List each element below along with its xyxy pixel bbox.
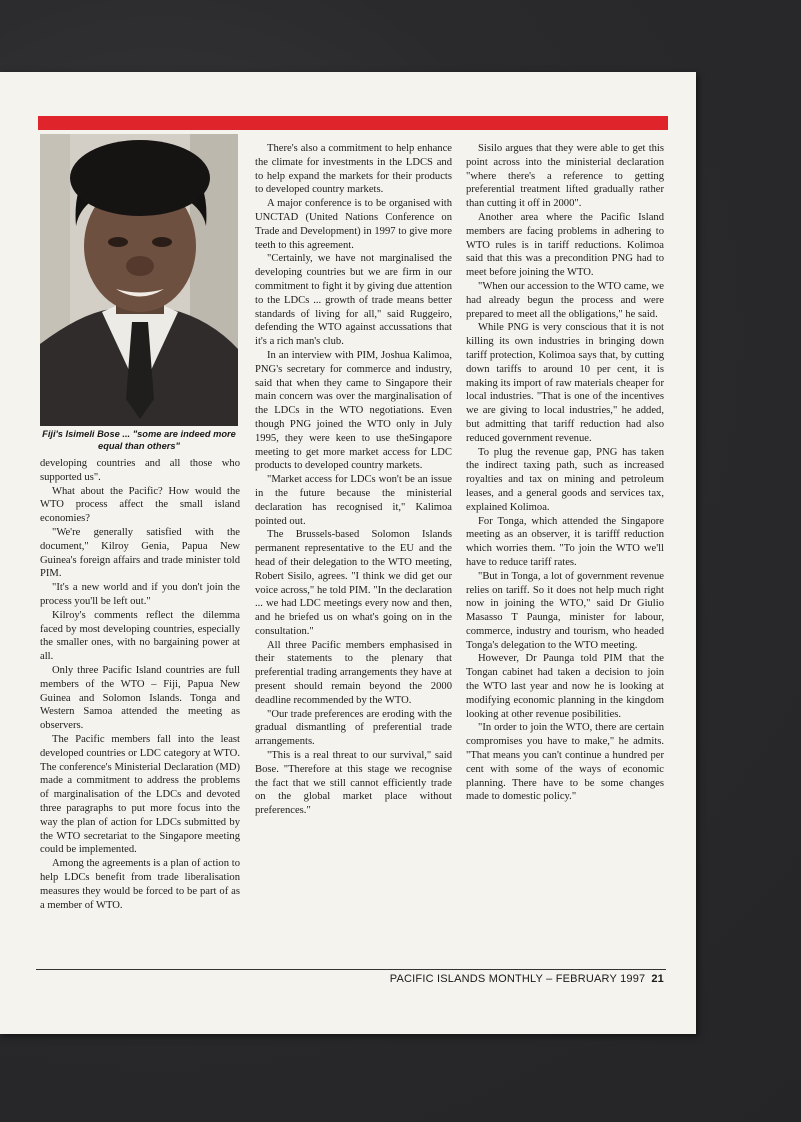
paragraph: What about the Pacific? How would the WTO process affect the small island economies? <box>40 485 240 525</box>
paragraph: "Our trade preferences are eroding with the gradual dismantling of preferential trade arrangements. <box>255 708 452 748</box>
portrait-photo <box>40 134 238 426</box>
paragraph: In an interview with PIM, Joshua Kalimoa, PNG's secretary for commerce and industry, said that when they came to Singapore their main concern was over the marginalisation of the LDCs in the WTO negotiations. Even though PNG joined the WTO only in July 1995, they were keen to use theSingapore meeting to get more market access for LDC products to developed country markets. <box>255 349 452 472</box>
paragraph: "It's a new world and if you don't join the process you'll be left out." <box>40 582 240 607</box>
page-footer <box>390 973 664 985</box>
article-column-1 <box>40 457 240 912</box>
paragraph: The Pacific members fall into the least developed countries or LDC category at WTO. The conference's Ministerial Declaration (MD) made a commitment to address the problems of marginalisation of the LDCs and devoted three paragraphs to put more focus into the way the plan of action for LDCs submitted by the WTO secretariat to the Singapore meeting could be implemented. <box>40 733 240 856</box>
page-number: 21 <box>651 973 664 985</box>
magazine-page <box>0 72 696 1034</box>
red-header-bar <box>38 116 668 130</box>
article-column-2 <box>255 142 452 818</box>
paragraph: "When our accession to the WTO came, we had already begun the process and were prepared to meet all the obligations," he said. <box>466 280 664 320</box>
paragraph: "We're generally satisfied with the document," Kilroy Genia, Papua New Guinea's foreign affairs and trade minister told PIM. <box>40 526 240 580</box>
paragraph: developing countries and all those who supported us". <box>40 458 240 483</box>
paragraph: All three Pacific members emphasised in their statements to the plenary that preferential trading arrangements they have at present should remain beyond the 2000 deadline recommended by the WTO. <box>255 639 452 706</box>
paragraph: Kilroy's comments reflect the dilemma faced by most developing countries, especially the smaller ones, with no bargaining power at all. <box>40 609 240 663</box>
paragraph: For Tonga, which attended the Singapore meeting as an observer, it is tarifff reduction which worries them. "To join the WTO we'll have to reduce tariff rates. <box>466 515 664 568</box>
paragraph: The Brussels-based Solomon Islands permanent representative to the EU and the head of their delegation to the WTO meeting, Robert Sisilo, agrees. "I think we did get our voice across," he told PIM. "In the declaration ... we had LDC meetings every now and then, and he briefed us on what's going on in the consultation." <box>255 529 452 637</box>
paragraph: There's also a commitment to help enhance the climate for investments in the LDCS and to help expand the markets for their products to developed country markets. <box>255 143 452 196</box>
paragraph: While PNG is very conscious that it is not killing its own industries in bringing down tariff protection, Kolimoa says that, by cutting down tariffs to around 10 per cent, it is making its import of raw materials cheaper for local industries. "That is one of the incentives we are giving to local industries," he added, but admitting that tariff reduction had also reduced government revenue. <box>466 322 664 444</box>
paragraph: Sisilo argues that they were able to get this point across into the ministerial declaration "where there's a reference to getting preferential treatment lifted gradually rather than cutting it off in 2000". <box>466 143 664 210</box>
paragraph: "Certainly, we have not marginalised the developing countries but we are firm in our commitment to fight it by giving due attention to the LDCs ... growth of trade means better standards of living for all," said Ruggeiro, defending the WTO against accussations that it's a rich man's club. <box>255 253 452 348</box>
paragraph: However, Dr Paunga told PIM that the Tongan cabinet had taken a decision to join the WTO last year and now he is looking at modifying economic planning in the kingdom looking at other revenue posibilities. <box>466 653 664 720</box>
paragraph: "Market access for LDCs won't be an issue in the future because the ministerial declaration has recognised it," Kalimoa pointed out. <box>255 474 452 527</box>
portrait-illustration <box>40 134 238 426</box>
paragraph: "In order to join the WTO, there are certain compromises you have to make," he admits. "That means you can't continue a hundred per cent with some of the ways of economic planning. There have to be some changes made to domestic policy." <box>466 722 664 803</box>
photo-caption: Fiji's Isimeli Bose ... "some are indeed more equal than others" <box>42 429 236 451</box>
paragraph: Another area where the Pacific Island members are facing problems in adhering to WTO rules is in tariff reductions. Kolimoa said that this was a precondition PNG had to meet before joining the WTO. <box>466 211 664 279</box>
publication-line: PACIFIC ISLANDS MONTHLY – FEBRUARY 1997 <box>389 973 646 985</box>
paragraph: Among the agreements is a plan of action to help LDCs benefit from trade liberalisation measures they would be forced to be part of as a member of WTO. <box>40 858 240 911</box>
paragraph: To plug the revenue gap, PNG has taken the indirect taxing path, such as increased royalties and tax on mining and petroleum leases, and a general goods and services tax, explained Kolimoa. <box>466 446 664 513</box>
paragraph: "This is a real threat to our survival," said Bose. "Therefore at this stage we recognise the fact that we still cannot efficiently trade on the global market place without preferences." <box>255 750 452 817</box>
paragraph: Only three Pacific Island countries are full members of the WTO – Fiji, Papua New Guinea and Solomon Islands. Tonga and Western Samoa attended the meeting as observers. <box>40 664 240 732</box>
paragraph: "But in Tonga, a lot of government revenue relies on tariff. So it does not help much right now in joining the WTO," said Dr Giulio Masasso T Paunga, minister for labour, commerce, industry and tourism, who headed Tonga's delegation to the WTO meeting. <box>466 570 664 651</box>
footer-rule <box>36 969 666 970</box>
paragraph: A major conference is to be organised with UNCTAD (United Nations Conference on Trade and Development) in 1997 to give more teeth to this agreement. <box>255 198 452 251</box>
article-column-3 <box>466 142 664 804</box>
